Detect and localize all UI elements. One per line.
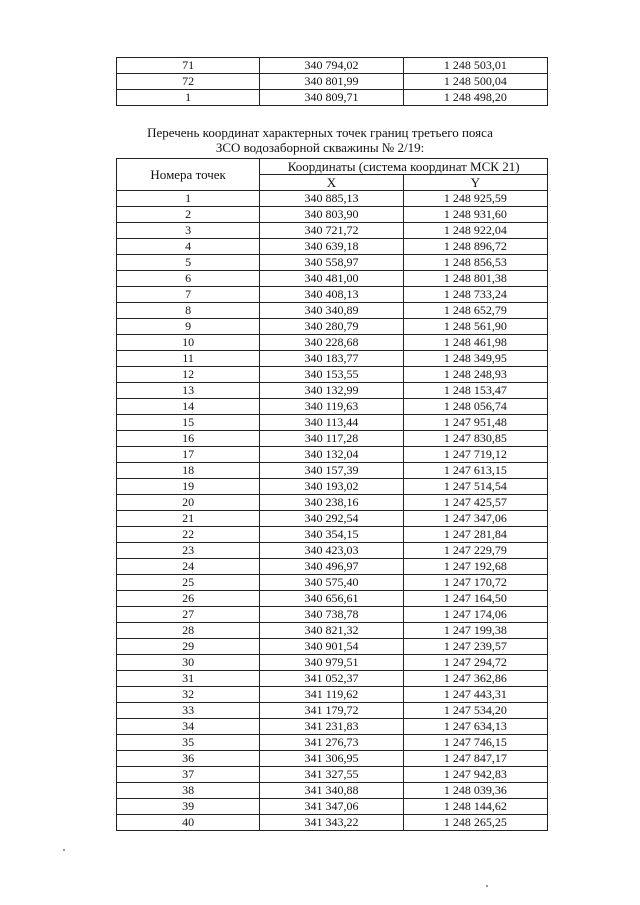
x-coordinate-cell: 340 340,89	[260, 303, 403, 319]
scan-speck	[63, 849, 65, 851]
table-row	[117, 223, 548, 239]
table-row	[117, 703, 548, 719]
coordinates-column-header: Координаты (система координат МСК 21)	[260, 159, 548, 175]
point-number-cell: 18	[117, 463, 260, 479]
table-row	[117, 623, 548, 639]
x-coordinate-cell: 340 558,97	[260, 255, 403, 271]
x-coordinate-cell: 341 231,83	[260, 719, 403, 735]
y-coordinate-cell: 1 247 281,84	[403, 527, 547, 543]
y-coordinate-cell: 1 247 746,15	[403, 735, 547, 751]
y-coordinate-cell: 1 247 347,06	[403, 511, 547, 527]
y-coordinate-cell: 1 248 039,36	[403, 783, 547, 799]
table-row	[117, 687, 548, 703]
point-number-cell: 5	[117, 255, 260, 271]
table-row	[117, 607, 548, 623]
table-row	[117, 575, 548, 591]
point-number-cell: 8	[117, 303, 260, 319]
table-row	[117, 783, 548, 799]
y-coordinate-cell: 1 247 362,86	[403, 671, 547, 687]
y-coordinate-cell: 1 248 801,38	[403, 271, 547, 287]
y-coordinate-cell: 1 248 896,72	[403, 239, 547, 255]
x-coordinate-cell: 340 119,63	[260, 399, 403, 415]
x-coordinate-cell: 341 340,88	[260, 783, 403, 799]
x-coordinate-cell: 341 327,55	[260, 767, 403, 783]
point-number-cell: 13	[117, 383, 260, 399]
x-coordinate-cell: 341 306,95	[260, 751, 403, 767]
point-number-cell: 14	[117, 399, 260, 415]
y-coordinate-cell: 1 247 942,83	[403, 767, 547, 783]
point-number-cell: 35	[117, 735, 260, 751]
x-coordinate-cell: 340 292,54	[260, 511, 403, 527]
table-row	[117, 351, 548, 367]
table-row	[117, 58, 548, 74]
table-row	[117, 735, 548, 751]
point-number-cell: 7	[117, 287, 260, 303]
y-coordinate-cell: 1 248 925,59	[403, 191, 547, 207]
y-coordinate-cell: 1 248 931,60	[403, 207, 547, 223]
third-zone-coordinates-table	[116, 158, 548, 831]
y-coordinate-cell: 1 247 847,17	[403, 751, 547, 767]
table-row	[117, 383, 548, 399]
y-column-header: Y	[403, 175, 547, 191]
table-row	[117, 479, 548, 495]
y-coordinate-cell: 1 247 239,57	[403, 639, 547, 655]
y-coordinate-cell: 1 247 294,72	[403, 655, 547, 671]
table-row	[117, 239, 548, 255]
y-coordinate-cell: 1 248 561,90	[403, 319, 547, 335]
point-number-cell: 39	[117, 799, 260, 815]
y-coordinate-cell: 1 247 170,72	[403, 575, 547, 591]
point-number-cell: 1	[117, 90, 260, 106]
points-column-header: Номера точек	[117, 159, 260, 191]
y-coordinate-cell: 1 248 922,04	[403, 223, 547, 239]
x-coordinate-cell: 341 276,73	[260, 735, 403, 751]
x-coordinate-cell: 340 885,13	[260, 191, 403, 207]
x-coordinate-cell: 340 738,78	[260, 607, 403, 623]
point-number-cell: 16	[117, 431, 260, 447]
y-coordinate-cell: 1 247 199,38	[403, 623, 547, 639]
header-row	[117, 159, 548, 175]
table-row	[117, 90, 548, 106]
table-row	[117, 287, 548, 303]
x-coordinate-cell: 340 801,99	[260, 74, 403, 90]
x-coordinate-cell: 341 179,72	[260, 703, 403, 719]
point-number-cell: 34	[117, 719, 260, 735]
x-coordinate-cell: 340 794,02	[260, 58, 403, 74]
scan-speck	[486, 885, 488, 887]
point-number-cell: 21	[117, 511, 260, 527]
table-row	[117, 671, 548, 687]
point-number-cell: 12	[117, 367, 260, 383]
y-coordinate-cell: 1 248 856,53	[403, 255, 547, 271]
y-coordinate-cell: 1 247 830,85	[403, 431, 547, 447]
x-coordinate-cell: 340 408,13	[260, 287, 403, 303]
table-row	[117, 511, 548, 527]
point-number-cell: 11	[117, 351, 260, 367]
list-caption-line-2: ЗСО водозаборной скважины № 2/19:	[215, 140, 425, 155]
table-row	[117, 399, 548, 415]
table-row	[117, 815, 548, 831]
point-number-cell: 10	[117, 335, 260, 351]
point-number-cell: 9	[117, 319, 260, 335]
y-coordinate-cell: 1 248 153,47	[403, 383, 547, 399]
table-row	[117, 463, 548, 479]
main-table-body	[117, 191, 548, 831]
point-number-cell: 29	[117, 639, 260, 655]
y-coordinate-cell: 1 247 164,50	[403, 591, 547, 607]
point-number-cell: 36	[117, 751, 260, 767]
point-number-cell: 6	[117, 271, 260, 287]
y-coordinate-cell: 1 248 144,62	[403, 799, 547, 815]
point-number-cell: 19	[117, 479, 260, 495]
table-row	[117, 207, 548, 223]
point-number-cell: 33	[117, 703, 260, 719]
x-coordinate-cell: 340 481,00	[260, 271, 403, 287]
y-coordinate-cell: 1 248 248,93	[403, 367, 547, 383]
y-coordinate-cell: 1 247 514,54	[403, 479, 547, 495]
x-coordinate-cell: 340 238,16	[260, 495, 403, 511]
x-coordinate-cell: 340 157,39	[260, 463, 403, 479]
table-row	[117, 303, 548, 319]
x-coordinate-cell: 340 153,55	[260, 367, 403, 383]
y-coordinate-cell: 1 248 503,01	[403, 58, 547, 74]
y-coordinate-cell: 1 248 652,79	[403, 303, 547, 319]
point-number-cell: 27	[117, 607, 260, 623]
x-coordinate-cell: 340 183,77	[260, 351, 403, 367]
y-coordinate-cell: 1 248 461,98	[403, 335, 547, 351]
table-row	[117, 335, 548, 351]
y-coordinate-cell: 1 248 498,20	[403, 90, 547, 106]
x-coordinate-cell: 340 821,32	[260, 623, 403, 639]
y-coordinate-cell: 1 247 951,48	[403, 415, 547, 431]
y-coordinate-cell: 1 248 733,24	[403, 287, 547, 303]
point-number-cell: 1	[117, 191, 260, 207]
point-number-cell: 20	[117, 495, 260, 511]
point-number-cell: 37	[117, 767, 260, 783]
point-number-cell: 4	[117, 239, 260, 255]
x-coordinate-cell: 340 639,18	[260, 239, 403, 255]
x-coordinate-cell: 340 979,51	[260, 655, 403, 671]
x-coordinate-cell: 340 113,44	[260, 415, 403, 431]
table-row	[117, 799, 548, 815]
top-coordinates-table	[116, 57, 548, 106]
x-coordinate-cell: 340 656,61	[260, 591, 403, 607]
y-coordinate-cell: 1 247 634,13	[403, 719, 547, 735]
y-coordinate-cell: 1 247 229,79	[403, 543, 547, 559]
y-coordinate-cell: 1 247 174,06	[403, 607, 547, 623]
table-row	[117, 431, 548, 447]
x-coordinate-cell: 340 721,72	[260, 223, 403, 239]
y-coordinate-cell: 1 248 265,25	[403, 815, 547, 831]
x-coordinate-cell: 340 117,28	[260, 431, 403, 447]
table-row	[117, 655, 548, 671]
point-number-cell: 32	[117, 687, 260, 703]
x-coordinate-cell: 340 280,79	[260, 319, 403, 335]
y-coordinate-cell: 1 248 349,95	[403, 351, 547, 367]
x-coordinate-cell: 341 347,06	[260, 799, 403, 815]
table-row	[117, 527, 548, 543]
table-row	[117, 447, 548, 463]
table-row	[117, 767, 548, 783]
table-row	[117, 415, 548, 431]
point-number-cell: 28	[117, 623, 260, 639]
table-row	[117, 191, 548, 207]
x-coordinate-cell: 340 901,54	[260, 639, 403, 655]
table-row	[117, 639, 548, 655]
point-number-cell: 72	[117, 74, 260, 90]
y-coordinate-cell: 1 247 719,12	[403, 447, 547, 463]
x-coordinate-cell: 341 343,22	[260, 815, 403, 831]
x-coordinate-cell: 340 132,04	[260, 447, 403, 463]
table-row	[117, 719, 548, 735]
y-coordinate-cell: 1 247 192,68	[403, 559, 547, 575]
point-number-cell: 2	[117, 207, 260, 223]
x-coordinate-cell: 340 803,90	[260, 207, 403, 223]
table-row	[117, 591, 548, 607]
table-row	[117, 255, 548, 271]
point-number-cell: 40	[117, 815, 260, 831]
point-number-cell: 23	[117, 543, 260, 559]
y-coordinate-cell: 1 247 443,31	[403, 687, 547, 703]
point-number-cell: 24	[117, 559, 260, 575]
point-number-cell: 30	[117, 655, 260, 671]
x-coordinate-cell: 340 354,15	[260, 527, 403, 543]
point-number-cell: 22	[117, 527, 260, 543]
x-coordinate-cell: 340 423,03	[260, 543, 403, 559]
x-coordinate-cell: 340 809,71	[260, 90, 403, 106]
top-table-body	[117, 58, 548, 106]
y-coordinate-cell: 1 248 056,74	[403, 399, 547, 415]
table-row	[117, 319, 548, 335]
x-column-header: X	[260, 175, 403, 191]
table-row	[117, 495, 548, 511]
x-coordinate-cell: 340 496,97	[260, 559, 403, 575]
point-number-cell: 17	[117, 447, 260, 463]
list-caption-line-1: Перечень координат характерных точек границ третьего пояса	[147, 125, 493, 140]
y-coordinate-cell: 1 248 500,04	[403, 74, 547, 90]
x-coordinate-cell: 340 132,99	[260, 383, 403, 399]
point-number-cell: 25	[117, 575, 260, 591]
x-coordinate-cell: 341 052,37	[260, 671, 403, 687]
x-coordinate-cell: 340 575,40	[260, 575, 403, 591]
y-coordinate-cell: 1 247 425,57	[403, 495, 547, 511]
point-number-cell: 71	[117, 58, 260, 74]
x-coordinate-cell: 341 119,62	[260, 687, 403, 703]
x-coordinate-cell: 340 228,68	[260, 335, 403, 351]
point-number-cell: 15	[117, 415, 260, 431]
table-row	[117, 271, 548, 287]
point-number-cell: 31	[117, 671, 260, 687]
table-row	[117, 74, 548, 90]
x-coordinate-cell: 340 193,02	[260, 479, 403, 495]
y-coordinate-cell: 1 247 534,20	[403, 703, 547, 719]
table-row	[117, 559, 548, 575]
table-row	[117, 543, 548, 559]
point-number-cell: 38	[117, 783, 260, 799]
point-number-cell: 26	[117, 591, 260, 607]
table-row	[117, 367, 548, 383]
y-coordinate-cell: 1 247 613,15	[403, 463, 547, 479]
point-number-cell: 3	[117, 223, 260, 239]
table-row	[117, 751, 548, 767]
